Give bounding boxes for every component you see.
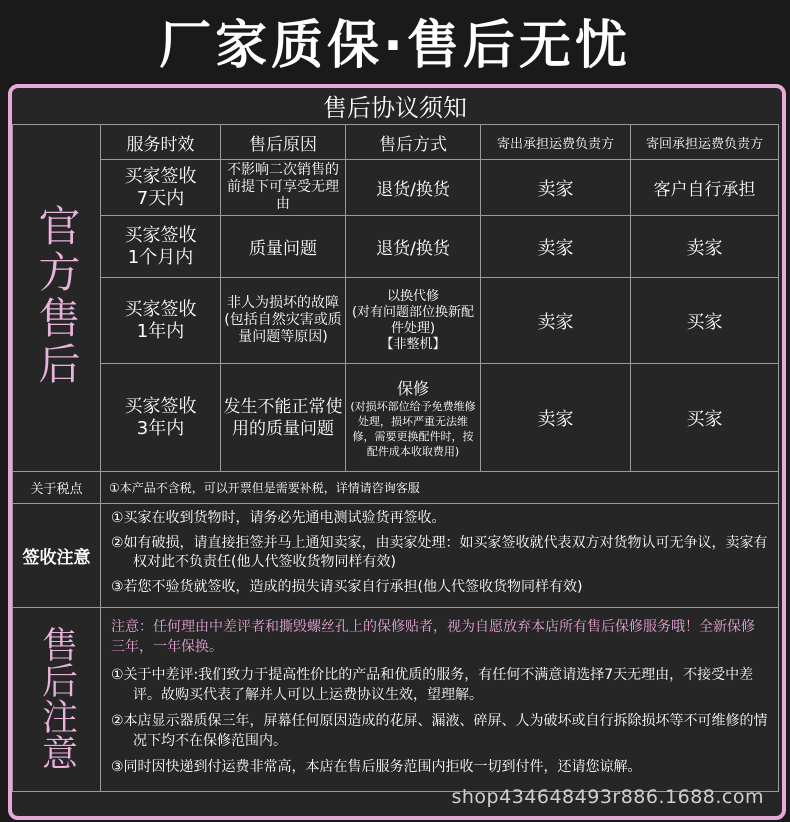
period-cell: 买家签收 1个月内 <box>101 216 221 278</box>
sign-notice-item: ②如有破损，请直接拒签并马上通知卖家，由卖家处理：如买家签收就代表双方对货物认可无争议，卖家有权对此不负责任(他人代签收货物同样有效) <box>111 534 768 570</box>
period-cell: 买家签收 3年内 <box>101 364 221 472</box>
method-detail: (对损坏部位给予免费维修处理，损坏严重无法维修，需要更换配件时，按配件成本收取费用) <box>350 400 476 458</box>
col-header-reason: 售后原因 <box>221 125 346 160</box>
method-title: 保修 <box>396 379 429 398</box>
sign-notice-content <box>101 504 779 608</box>
after-sale-table <box>12 124 779 792</box>
send-fee-cell: 卖家 <box>481 364 631 472</box>
col-header-return-fee: 寄回承担运费负责方 <box>631 125 779 160</box>
method-cell: 退货/换货 <box>346 216 481 278</box>
send-fee-cell: 卖家 <box>481 278 631 364</box>
tax-label: 关于税点 <box>13 472 101 504</box>
col-header-method: 售后方式 <box>346 125 481 160</box>
page-title: 厂家质保·售后无忧 <box>159 15 631 76</box>
return-fee-cell: 买家 <box>631 364 779 472</box>
protocol-title: 售后协议须知 <box>323 93 467 122</box>
col-header-send-fee: 寄出承担运费负责方 <box>481 125 631 160</box>
after-sale-item: ②本店显示器质保三年，屏幕任何原因造成的花屏、漏液、碎屏、人为破坏或自行拆除损坏等不可维修的情况下均不在保修范围内。 <box>111 712 768 749</box>
reason-cell: 非人为损坏的故障(包括自然灾害或质量问题等原因) <box>221 278 346 364</box>
sign-notice-row <box>13 504 779 608</box>
after-sale-item: ①关于中差评:我们致力于提高性价比的产品和优质的服务，有任何不满意请选择7天无理由，不接受中差评。故购买代表了解并人可以上运费协议生效，望理解。 <box>111 666 754 703</box>
table-row <box>13 278 779 364</box>
sign-notice-label: 签收注意 <box>13 504 101 608</box>
reason-cell: 不影响二次销售的前提下可享受无理由 <box>221 160 346 216</box>
reason-cell: 质量问题 <box>221 216 346 278</box>
method-cell: 以换代修 (对有问题部位换新配件处理) 【非整机】 <box>346 278 481 364</box>
table-row <box>13 364 779 472</box>
reason-cell: 发生不能正常使用的质量问题 <box>221 364 346 472</box>
return-fee-cell: 客户自行承担 <box>631 160 779 216</box>
after-sale-notice-row <box>13 608 779 792</box>
send-fee-cell: 卖家 <box>481 160 631 216</box>
after-sale-item: ③同时因快递到付运费非常高，本店在售后服务范围内拒收一切到付件，还请您谅解。 <box>111 758 642 775</box>
after-sale-notice-label <box>13 608 101 792</box>
return-fee-cell: 买家 <box>631 278 779 364</box>
send-fee-cell: 卖家 <box>481 216 631 278</box>
after-sale-warning: 注意：任何理由中差评者和撕毁螺丝孔上的保修贴者，视为自愿放弃本店所有售后保修服务哦！全新保修三年，一年保换。 <box>111 618 755 655</box>
period-cell: 买家签收 7天内 <box>101 160 221 216</box>
after-sale-label-text: 售后注意 <box>36 625 78 770</box>
shop-watermark: shop434648493r886.1688.com <box>451 786 764 808</box>
tax-text: ①本产品不含税，可以开票但是需要补税，详情请咨询客服 <box>101 472 779 504</box>
after-sale-notice-content <box>101 608 779 792</box>
col-header-period: 服务时效 <box>101 125 221 160</box>
side-label-text: 官方售后 <box>32 204 82 388</box>
sign-notice-item: ③若您不验货就签收，造成的损失请买家自行承担(他人代签收货物同样有效) <box>111 578 583 595</box>
table-row <box>13 216 779 278</box>
official-after-sale-label <box>13 125 101 472</box>
table-row <box>13 160 779 216</box>
period-cell: 买家签收 1年内 <box>101 278 221 364</box>
method-cell: 退货/换货 <box>346 160 481 216</box>
method-cell <box>346 364 481 472</box>
return-fee-cell: 卖家 <box>631 216 779 278</box>
tax-row <box>13 472 779 504</box>
sign-notice-item: ①买家在收到货物时，请务必先通电测试验货再签收。 <box>111 509 446 526</box>
